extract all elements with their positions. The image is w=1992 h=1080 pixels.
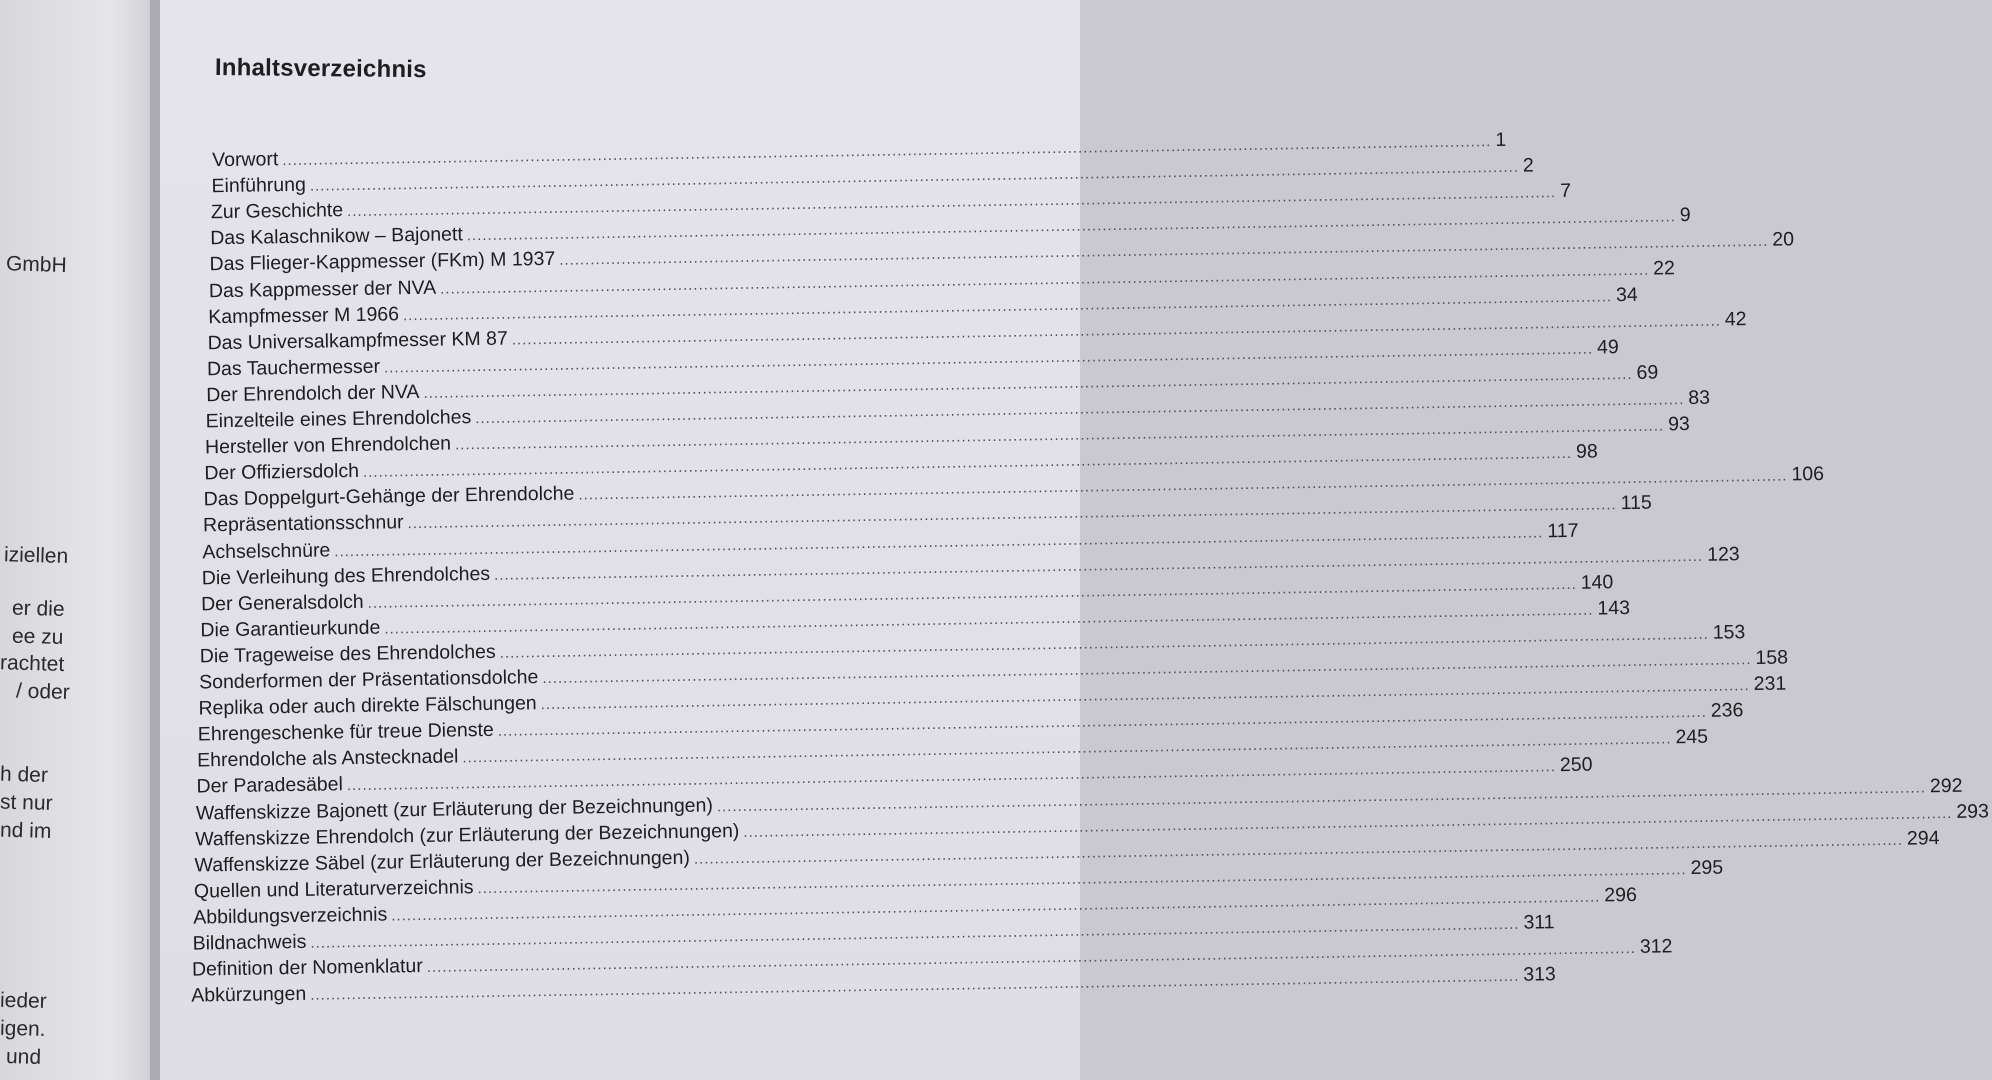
left-page-fragment: und — [5, 1045, 42, 1069]
left-page-fragment: ee zu — [11, 624, 64, 649]
toc-entry-page: 231 — [1753, 672, 1787, 696]
toc-entry-title: Waffenskizze Bajonett (zur Erläuterung der Bezeichnungen) — [195, 793, 714, 825]
toc-entry-title: Quellen und Literaturverzeichnis — [193, 875, 474, 903]
left-page-fragment: igen. — [0, 1016, 46, 1041]
left-page-fragment: ieder — [0, 988, 48, 1013]
left-page — [0, 0, 160, 1080]
toc-entry-page: 98 — [1575, 440, 1598, 463]
toc-entry-title: Repräsentationsschnur — [202, 511, 404, 537]
toc-entry-page: 158 — [1755, 646, 1789, 670]
toc-entry-title: Die Verleihung des Ehrendolches — [201, 562, 491, 589]
toc-entry-title: Definition der Nomenklatur — [191, 955, 423, 981]
toc-entry-page: 22 — [1653, 256, 1676, 280]
toc-entry-title: Abbildungsverzeichnis — [193, 903, 388, 929]
toc-entry-title: Abkürzungen — [191, 982, 307, 1007]
toc-entry-title: Der Offiziersdolch — [204, 460, 360, 485]
toc-entry-title: Die Garantieurkunde — [200, 616, 381, 642]
toc-entry-page: 117 — [1547, 519, 1579, 542]
toc-entry-page: 2 — [1522, 154, 1534, 177]
toc-entry-page: 106 — [1791, 463, 1825, 486]
toc-entry-title: Einführung — [211, 173, 307, 198]
toc-entry-title: Replika oder auch direkte Fälschungen — [198, 692, 537, 720]
toc-entry-page: 69 — [1636, 361, 1659, 384]
toc-entry-page: 93 — [1667, 413, 1690, 436]
left-page-fragment: h der — [0, 762, 49, 787]
toc-title: Inhaltsverzeichnis — [214, 54, 427, 84]
toc-entry-title: Das Universalkampfmesser KM 87 — [207, 327, 508, 354]
toc-entry-title: Das Flieger-Kappmesser (FKm) M 1937 — [209, 248, 556, 276]
toc-entry-page: 1 — [1495, 128, 1507, 152]
toc-entry-title: Der Ehrendolch der NVA — [206, 380, 420, 407]
toc-entry-page: 115 — [1620, 492, 1652, 515]
toc-entry-title: Ehrengeschenke für treue Dienste — [197, 719, 494, 746]
toc-entry-title: Einzelteile eines Ehrendolches — [205, 406, 472, 433]
toc-entry-title: Das Kalaschnikow – Bajonett — [210, 223, 463, 250]
toc-entry-page: 140 — [1580, 570, 1614, 594]
toc-entry-page: 49 — [1596, 335, 1619, 359]
table-of-contents — [160, 0, 1990, 1080]
toc-entry-page: 7 — [1559, 180, 1572, 203]
toc-entry-title: Der Paradesäbel — [196, 773, 344, 798]
toc-entry-page: 42 — [1724, 307, 1747, 331]
left-page-fragment: st nur — [0, 790, 53, 815]
left-page-fragment: GmbH — [5, 252, 68, 277]
left-page-fragment: iziellen — [3, 543, 69, 568]
toc-entry-title: Die Trageweise des Ehrendolches — [199, 640, 496, 668]
left-page-fragment: nd im — [0, 818, 52, 843]
left-page-fragment: / oder — [15, 679, 71, 704]
toc-entry-title: Zur Geschichte — [210, 199, 344, 224]
right-page — [160, 0, 1990, 1080]
toc-entry-title: Der Generalsdolch — [200, 590, 364, 616]
toc-entry-title: Das Doppelgurt-Gehänge der Ehrendolche — [203, 482, 575, 511]
toc-entry-page: 294 — [1906, 826, 1940, 850]
toc-entry-title: Hersteller von Ehrendolchen — [204, 432, 452, 459]
toc-entry-title: Ehrendolche als Anstecknadel — [197, 745, 459, 772]
toc-entry-page: 295 — [1690, 856, 1724, 879]
toc-entry-page: 153 — [1712, 621, 1746, 644]
toc-entry-page: 292 — [1929, 774, 1963, 797]
toc-entry-title: Achselschnüre — [202, 538, 331, 563]
toc-entry-page: 34 — [1615, 283, 1638, 306]
toc-entry-page: 250 — [1559, 753, 1593, 777]
toc-entry-page: 9 — [1679, 204, 1691, 227]
toc-list — [160, 128, 1990, 1007]
toc-entry-title: Bildnachweis — [192, 930, 307, 955]
toc-entry-page: 293 — [1956, 799, 1990, 823]
toc-entry-page: 123 — [1706, 542, 1740, 566]
toc-entry-page: 245 — [1675, 726, 1709, 749]
toc-entry-title: Waffenskizze Säbel (zur Erläuterung der Bezeichnungen) — [194, 846, 691, 877]
toc-entry-title: Waffenskizze Ehrendolch (zur Erläuterung der Bezeichnungen) — [195, 819, 740, 851]
toc-entry-page: 83 — [1688, 386, 1711, 410]
toc-entry-title: Vorwort — [212, 148, 279, 172]
toc-entry-page: 311 — [1523, 911, 1555, 934]
toc-entry-page: 236 — [1710, 699, 1744, 722]
toc-entry-title: Das Tauchermesser — [206, 355, 381, 381]
toc-entry-page: 313 — [1523, 963, 1556, 986]
toc-entry-page: 296 — [1604, 883, 1638, 907]
toc-entry-page: 143 — [1597, 596, 1631, 620]
toc-entry-title: Sonderformen der Präsentationsdolche — [198, 666, 539, 694]
toc-entry-page: 20 — [1772, 228, 1795, 252]
toc-entry-title: Das Kappmesser der NVA — [208, 276, 437, 302]
toc-entry-title: Kampfmesser M 1966 — [208, 302, 400, 328]
left-page-fragment: er die — [11, 596, 65, 621]
toc-entry-page: 312 — [1639, 935, 1673, 958]
left-page-fragment: rachtet — [0, 651, 65, 676]
